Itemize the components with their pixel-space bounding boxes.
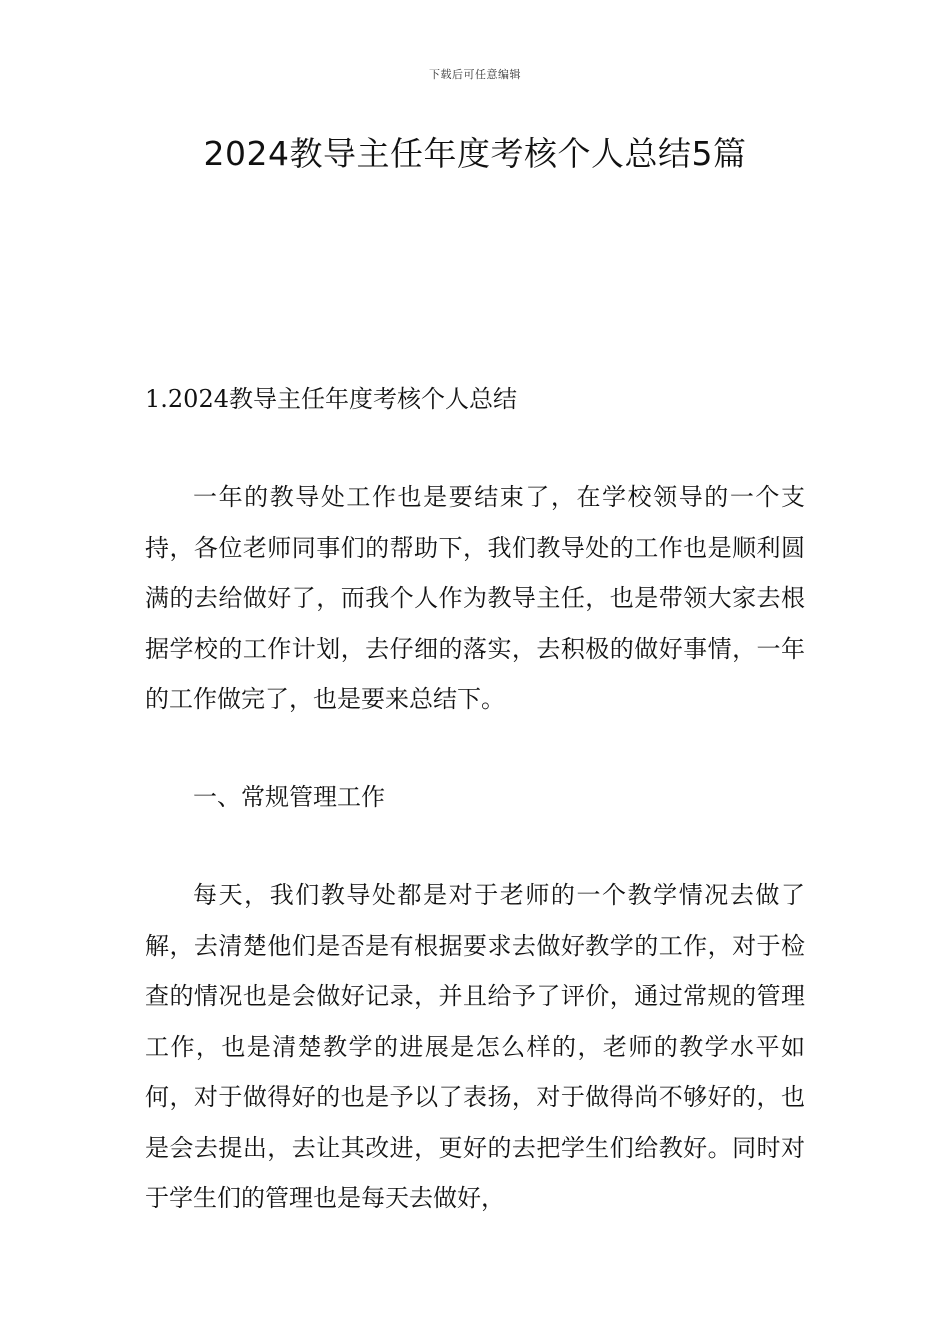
body-paragraph: 每天，我们教导处都是对于老师的一个教学情况去做了解，去清楚他们是否是有根据要求去做好教学的工作，对于检查的情况也是会做好记录，并且给予了评价，通过常规的管理工作，也是清楚教学的进展是怎么样的，老师的教学水平如何，对于做得好的也是予以了表扬，对于做得尚不够好的，也是会去提出，去让其改进，更好的去把学生们给教好。同时对于学生们的管理也是每天去做好，	[145, 881, 805, 1212]
subheading-routine-management: 一、常规管理工作	[193, 783, 385, 811]
document-title: 2024教导主任年度考核个人总结5篇	[203, 134, 747, 173]
header-note: 下载后可任意编辑	[429, 68, 521, 81]
intro-paragraph: 一年的教导处工作也是要结束了，在学校领导的一个支持，各位老师同事们的帮助下，我们教导处的工作也是顺利圆满的去给做好了，而我个人作为教导主任，也是带领大家去根据学校的工作计划，去仔细的落实，去积极的做好事情，一年的工作做完了，也是要来总结下。	[145, 483, 805, 713]
section-heading: 1.2024教导主任年度考核个人总结	[145, 385, 517, 413]
